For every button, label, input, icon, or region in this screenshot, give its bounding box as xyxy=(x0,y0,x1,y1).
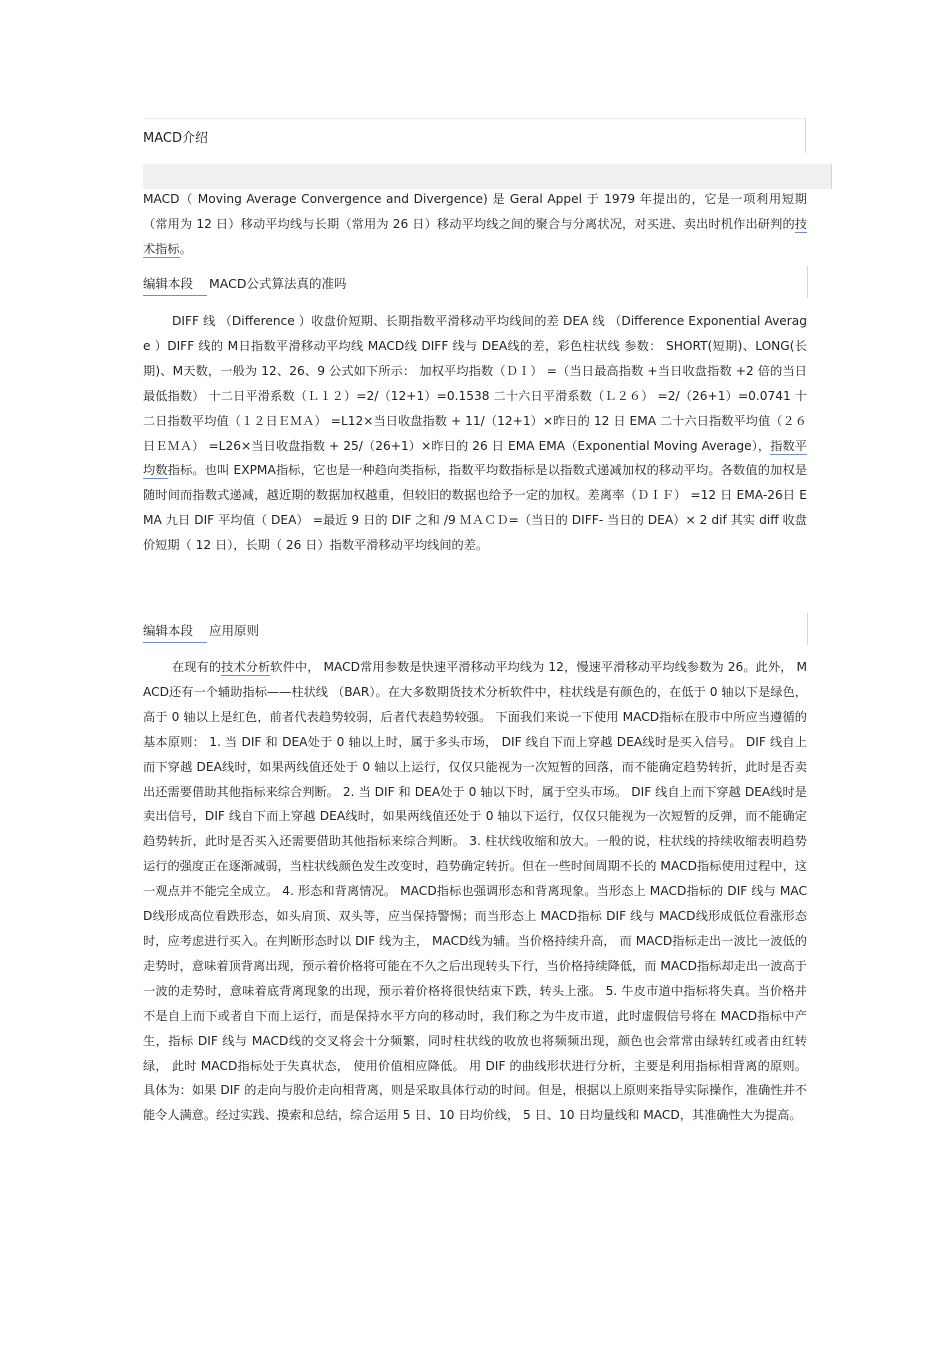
principles-text-start: 在现有的 xyxy=(172,660,222,674)
exponential-average-link[interactable]: 指数平均数 xyxy=(143,438,808,478)
edit-section-link[interactable]: 编辑本段 xyxy=(143,621,207,643)
technical-analysis-link[interactable]: 技术分析 xyxy=(221,660,271,674)
principles-paragraph xyxy=(143,655,807,1128)
section-title: MACD公式算法真的准吗 xyxy=(209,276,347,291)
intro-text-end: 。 xyxy=(179,241,192,256)
intro-text: MACD（ Moving Average Convergence and Divergence) 是 Geral Appel 于 1979 年提出的，它是一项利用短期（常用为 12 日）移动平均线与长期（常用为 26 日）移动平均线之间的聚合与分离状况，对买进、卖出时机作出研判的 xyxy=(143,192,807,231)
section-header-formula xyxy=(143,266,808,298)
principles-text: 软件中， MACD常用参数是快速平滑移动平均线为 12，慢速平滑移动平均线参数为 26。此外， MACD还有一个辅助指标——柱状线 （BAR）。在大多数期货技术分析软件中，柱状线是有颜色的，在低于 0 轴以下是绿色，高于 0 轴以上是红色，前者代表趋势较弱，后者代表趋势较强。 下面我们来说一下使用 MACD指标在股市中所应当遵循的基本原则： 1. 当 DIF 和 DEA处于 0 轴以上时，属于多头市场， DIF 线自下而上穿越 DEA线时是买入信号。 DIF 线自上而下穿越 DEA线时，如果两线值还处于 0 轴以上运行，仅仅只能视为一次短暂的回落，而不能确定趋势转折，此时是否卖出还需要借助其他指标来综合判断。 2. 当 DIF 和 DEA处于 0 轴以下时，属于空头市场。 DIF 线自上而下穿越 DEA线时是卖出信号，DIF 线自下而上穿越 DEA线时，如果两线值还处于 0 轴以下运行，仅仅只能视为一次短暂的反弹，而不能确定趋势转折，此时是否买入还需要借助其他指标来综合判断。 3. 柱状线收缩和放大。一般的说，柱状线的持续收缩表明趋势运行的强度正在逐渐减弱，当柱状线颜色发生改变时，趋势确定转折。但在一些时间周期不长的 MACD指标使用过程中，这一观点并不能完全成立。 4. 形态和背离情况。 MACD指标也强调形态和背离现象。当形态上 MACD指标的 DIF 线与 MACD线形成高位看跌形态，如头肩顶、双头等，应当保持警惕；而当形态上 MACD指标 DIF 线与 MACD线形成低位看涨形态时，应考虑进行买入。在判断形态时以 DIF 线为主， MACD线为辅。当价格持续升高， 而 MACD指标走出一波比一波低的走势时，意味着顶背离出现，预示着价格将可能在不久之后出现转头下行，当价格持续降低，而 MACD指标却走出一波高于一波的走势时，意味着底背离现象的出现，预示着价格将很快结束下跌，转头上涨。 5. 牛皮市道中指标将失真。当价格并不是自上而下或者自下而上运行，而是保持水平方向的移动时，我们称之为牛皮市道，此时虚假信号将在 MACD指标中产生，指标 DIF 线与 MACD线的交叉将会十分频繁，同时柱状线的收放也将频频出现，颜色也会常常由绿转红或者由红转绿， 此时 MACD指标处于失真状态， 使用价值相应降低。 用 DIF 的曲线形状进行分析，主要是利用指标相背离的原则。具体为：如果 DIF 的走向与股价走向相背离，则是采取具体行动的时间。但是，根据以上原则来指导实际操作，准确性并不能令人满意。经过实践、摸索和总结，综合运用 5 日、10 日均价线， 5 日、10 日均量线和 MACD，其准确性大为提高。 xyxy=(143,660,808,1123)
title-box xyxy=(143,118,806,153)
intro-paragraph xyxy=(143,187,807,262)
page-title: MACD介绍 xyxy=(143,131,208,146)
grey-divider-bar xyxy=(143,164,832,189)
section-title: 应用原则 xyxy=(209,623,260,638)
formula-text: DIFF 线 （Difference ）收盘价短期、长期指数平滑移动平均线间的差 DEA 线 （Difference Exponential Average ）DIFF 线的 M日指数平滑移动平均线 MACD线 DIFF 线与 DEA线的差，彩色柱状线 参数： SHORT(短期)、LONG(长期)、M天数，一般为 12、26、9 公式如下所示： 加权平均指数（ＤＩ） =（当日最高指数 +当日收盘指数 +2 倍的当日最低指数） 十二日平滑系数（Ｌ１２）=2/（12+1）=0.1538 二十六日平滑系数（Ｌ２６） =2/（26+1）=0.0741 十二日指数平均值（１２日ＥＭＡ） =L12×当日收盘指数 + 11/（12+1）×昨日的 12 日 EMA 二十六日指数平均值（２６日ＥＭＡ） =L26×当日收盘指数 + 25/（26+1）×昨日的 26 日 EMA EMA（Exponential Moving Average）， xyxy=(143,314,807,453)
technical-indicator-link[interactable]: 技术指标 xyxy=(143,216,807,256)
formula-text-cont: 指标。也叫 EXPMA指标，它也是一种趋向类指标，指数平均数指标是以指数式递减加权的移动平均。各数值的加权是随时间而指数式递减，越近期的数据加权越重，但较旧的数据也给予一定的加权。差离率（ＤＩＦ） =12 日 EMA-26日 EMA 九日 DIF 平均值（ DEA） =最近 9 日的 DIF 之和 /9 ＭＡＣＤ=（当日的 DIFF- 当日的 DEA）× 2 dif 其实 diff 收盘价短期（ 12 日），长期（ 26 日）指数平滑移动平均线间的差。 xyxy=(143,463,808,553)
formula-paragraph xyxy=(143,309,807,558)
section-header-principles xyxy=(143,613,808,645)
edit-section-link[interactable]: 编辑本段 xyxy=(143,274,207,296)
